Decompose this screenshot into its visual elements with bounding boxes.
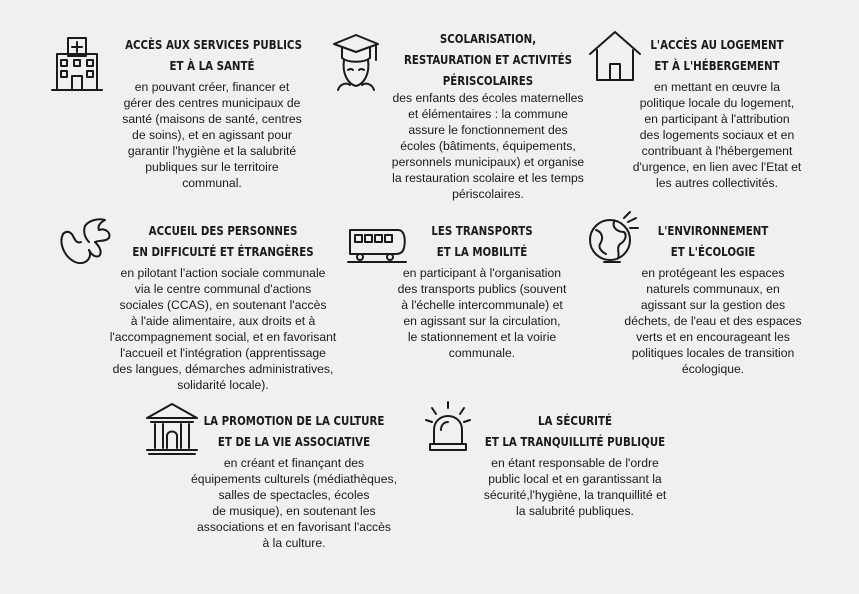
- section-body: en mettant en œuvre la politique locale du logement, en participant à l'attribution des logements sociaux et en contribuant à l'hébergement d'urgence, en lien avec l'Etat et les autres collectivités.: [632, 80, 802, 190]
- section-body: en pouvant créer, financer et gérer des centres municipaux de santé (maisons de santé, centres de soins), et en agissant pour garantir l'hygiène et la salubrité publiques sur le territoire communal.: [122, 80, 302, 190]
- section-title: LA PROMOTION DE LA CULTURE ET DE LA VIE ASSOCIATIVE: [203, 413, 385, 449]
- hospital-icon: [48, 34, 106, 94]
- section-body: en protégeant les espaces naturels communaux, en agissant sur la gestion des déchets, de l'eau et des espaces verts et en encourageant les politiques locales de transition écologique.: [624, 266, 802, 376]
- section-housing: [612, 34, 822, 191]
- section-title: ACCÈS AUX SERVICES PUBLICS ET À LA SANTÉ: [125, 37, 303, 73]
- section-title: L'ACCÈS AU LOGEMENT ET À L'HÉBERGEMENT: [650, 37, 784, 73]
- section-title: ACCUEIL DES PERSONNES EN DIFFICULTÉ ET ÉTRANGÈRES: [132, 223, 314, 259]
- section-title: L'ENVIRONNEMENT ET L'ÉCOLOGIE: [657, 223, 769, 259]
- section-public-services-health: [106, 34, 318, 191]
- section-body: en étant responsable de l'ordre public local et en garantissant la sécurité,l'hygiène, la tranquillité et la salubrité publiques.: [483, 456, 667, 518]
- section-culture: [172, 410, 416, 551]
- section-environment: [608, 220, 818, 377]
- section-title: LES TRANSPORTS ET LA MOBILITÉ: [431, 223, 533, 259]
- section-body: en participant à l'organisation des transports publics (souvent à l'échelle intercommunale) et en agissant sur la circulation, le stationnement et la voirie communale.: [397, 266, 567, 360]
- section-security: [464, 410, 686, 519]
- section-body: des enfants des écoles maternelles et élémentaires : la commune assure le fonctionnement des écoles (bâtiments, équipements, personnels municipaux) et organise la restauration scolaire et les temps périscolaires.: [391, 91, 585, 201]
- section-title: SCOLARISATION, RESTAURATION ET ACTIVITÉS PÉRISCOLAIRES: [403, 31, 573, 88]
- section-transport: [376, 220, 588, 361]
- section-schooling: [372, 28, 604, 202]
- section-body: en pilotant l'action sociale communale via le centre communal d'actions sociales (CCAS), en soutenant l'accès à l'aide alimentaire, aux droits et à l'accompagnement social, et en favorisant l'accueil et l'intégration (apprentissage des langues, démarches administratives, solidarité locale).: [109, 266, 337, 392]
- section-social-welcome: [92, 220, 354, 393]
- section-body: en créant et finançant des équipements culturels (médiathèques, salles de spectacles, écoles de musique), en soutenant les associations et en favorisant l'accès à la culture.: [191, 456, 397, 550]
- section-title: LA SÉCURITÉ ET LA TRANQUILLITÉ PUBLIQUE: [484, 413, 666, 449]
